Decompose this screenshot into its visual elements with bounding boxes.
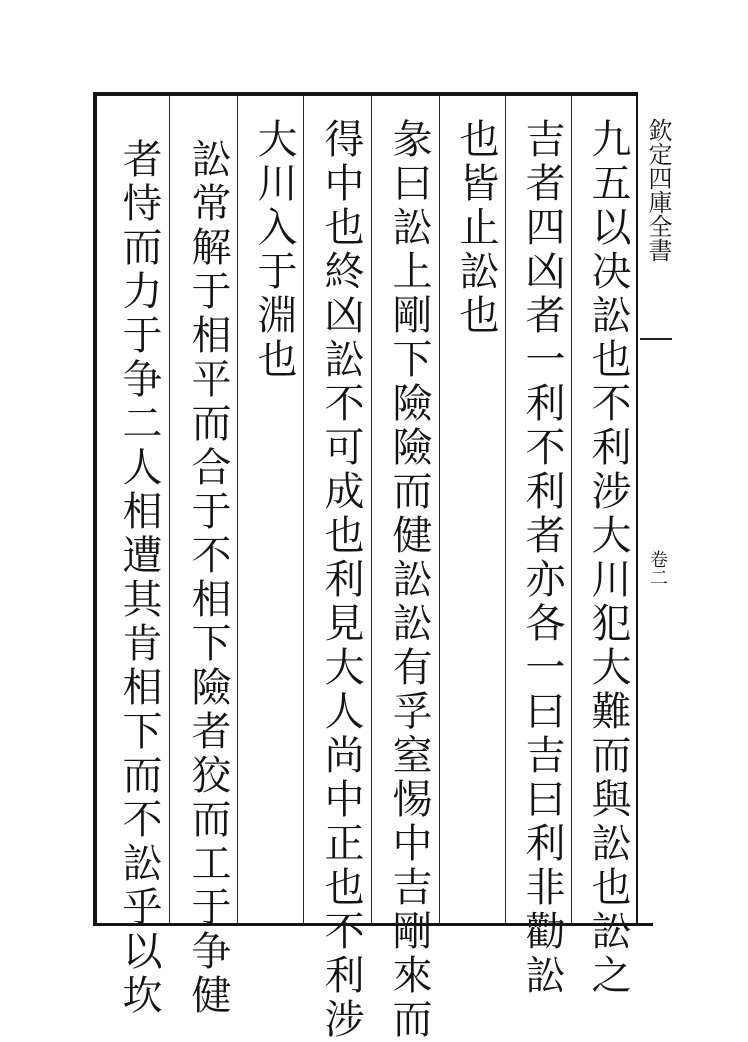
column-rule	[237, 96, 238, 923]
column-rule	[371, 96, 372, 923]
text-column-2: 吉者四凶者一利不利者亦各一曰吉曰利非勸訟	[519, 118, 565, 998]
text-column-5: 得中也終凶訟不可成也利見大人尚中正也不利涉	[318, 118, 364, 1042]
column-rule	[505, 96, 506, 923]
text-column-8: 者恃而力于争二人相遭其肯相下而不訟乎以坎	[116, 138, 162, 1018]
column-rule	[169, 96, 170, 923]
column-rule	[303, 96, 304, 923]
juan-label: 卷二	[647, 550, 668, 586]
text-column-1: 九五以决訟也不利涉大川犯大難而與訟也訟之	[585, 118, 631, 998]
frame-right-border	[636, 92, 638, 926]
margin-separator	[640, 338, 672, 340]
frame-left-border	[93, 92, 97, 926]
text-column-7: 訟常解于相平而合于不相下險者狡而工于争健	[185, 138, 231, 1018]
frame-bottom-border	[93, 923, 653, 926]
column-rule	[571, 96, 572, 923]
text-column-3: 也皆止訟也	[453, 118, 499, 338]
book-title: 欽定四庫全書	[644, 118, 672, 262]
text-column-4: 彖曰訟上剛下險險而健訟訟有孚窒惕中吉剛來而	[386, 118, 432, 1042]
frame-top-border	[93, 92, 638, 96]
page-margin-label	[640, 110, 678, 910]
column-rule	[439, 96, 440, 923]
text-column-6: 大川入于淵也	[251, 118, 297, 382]
